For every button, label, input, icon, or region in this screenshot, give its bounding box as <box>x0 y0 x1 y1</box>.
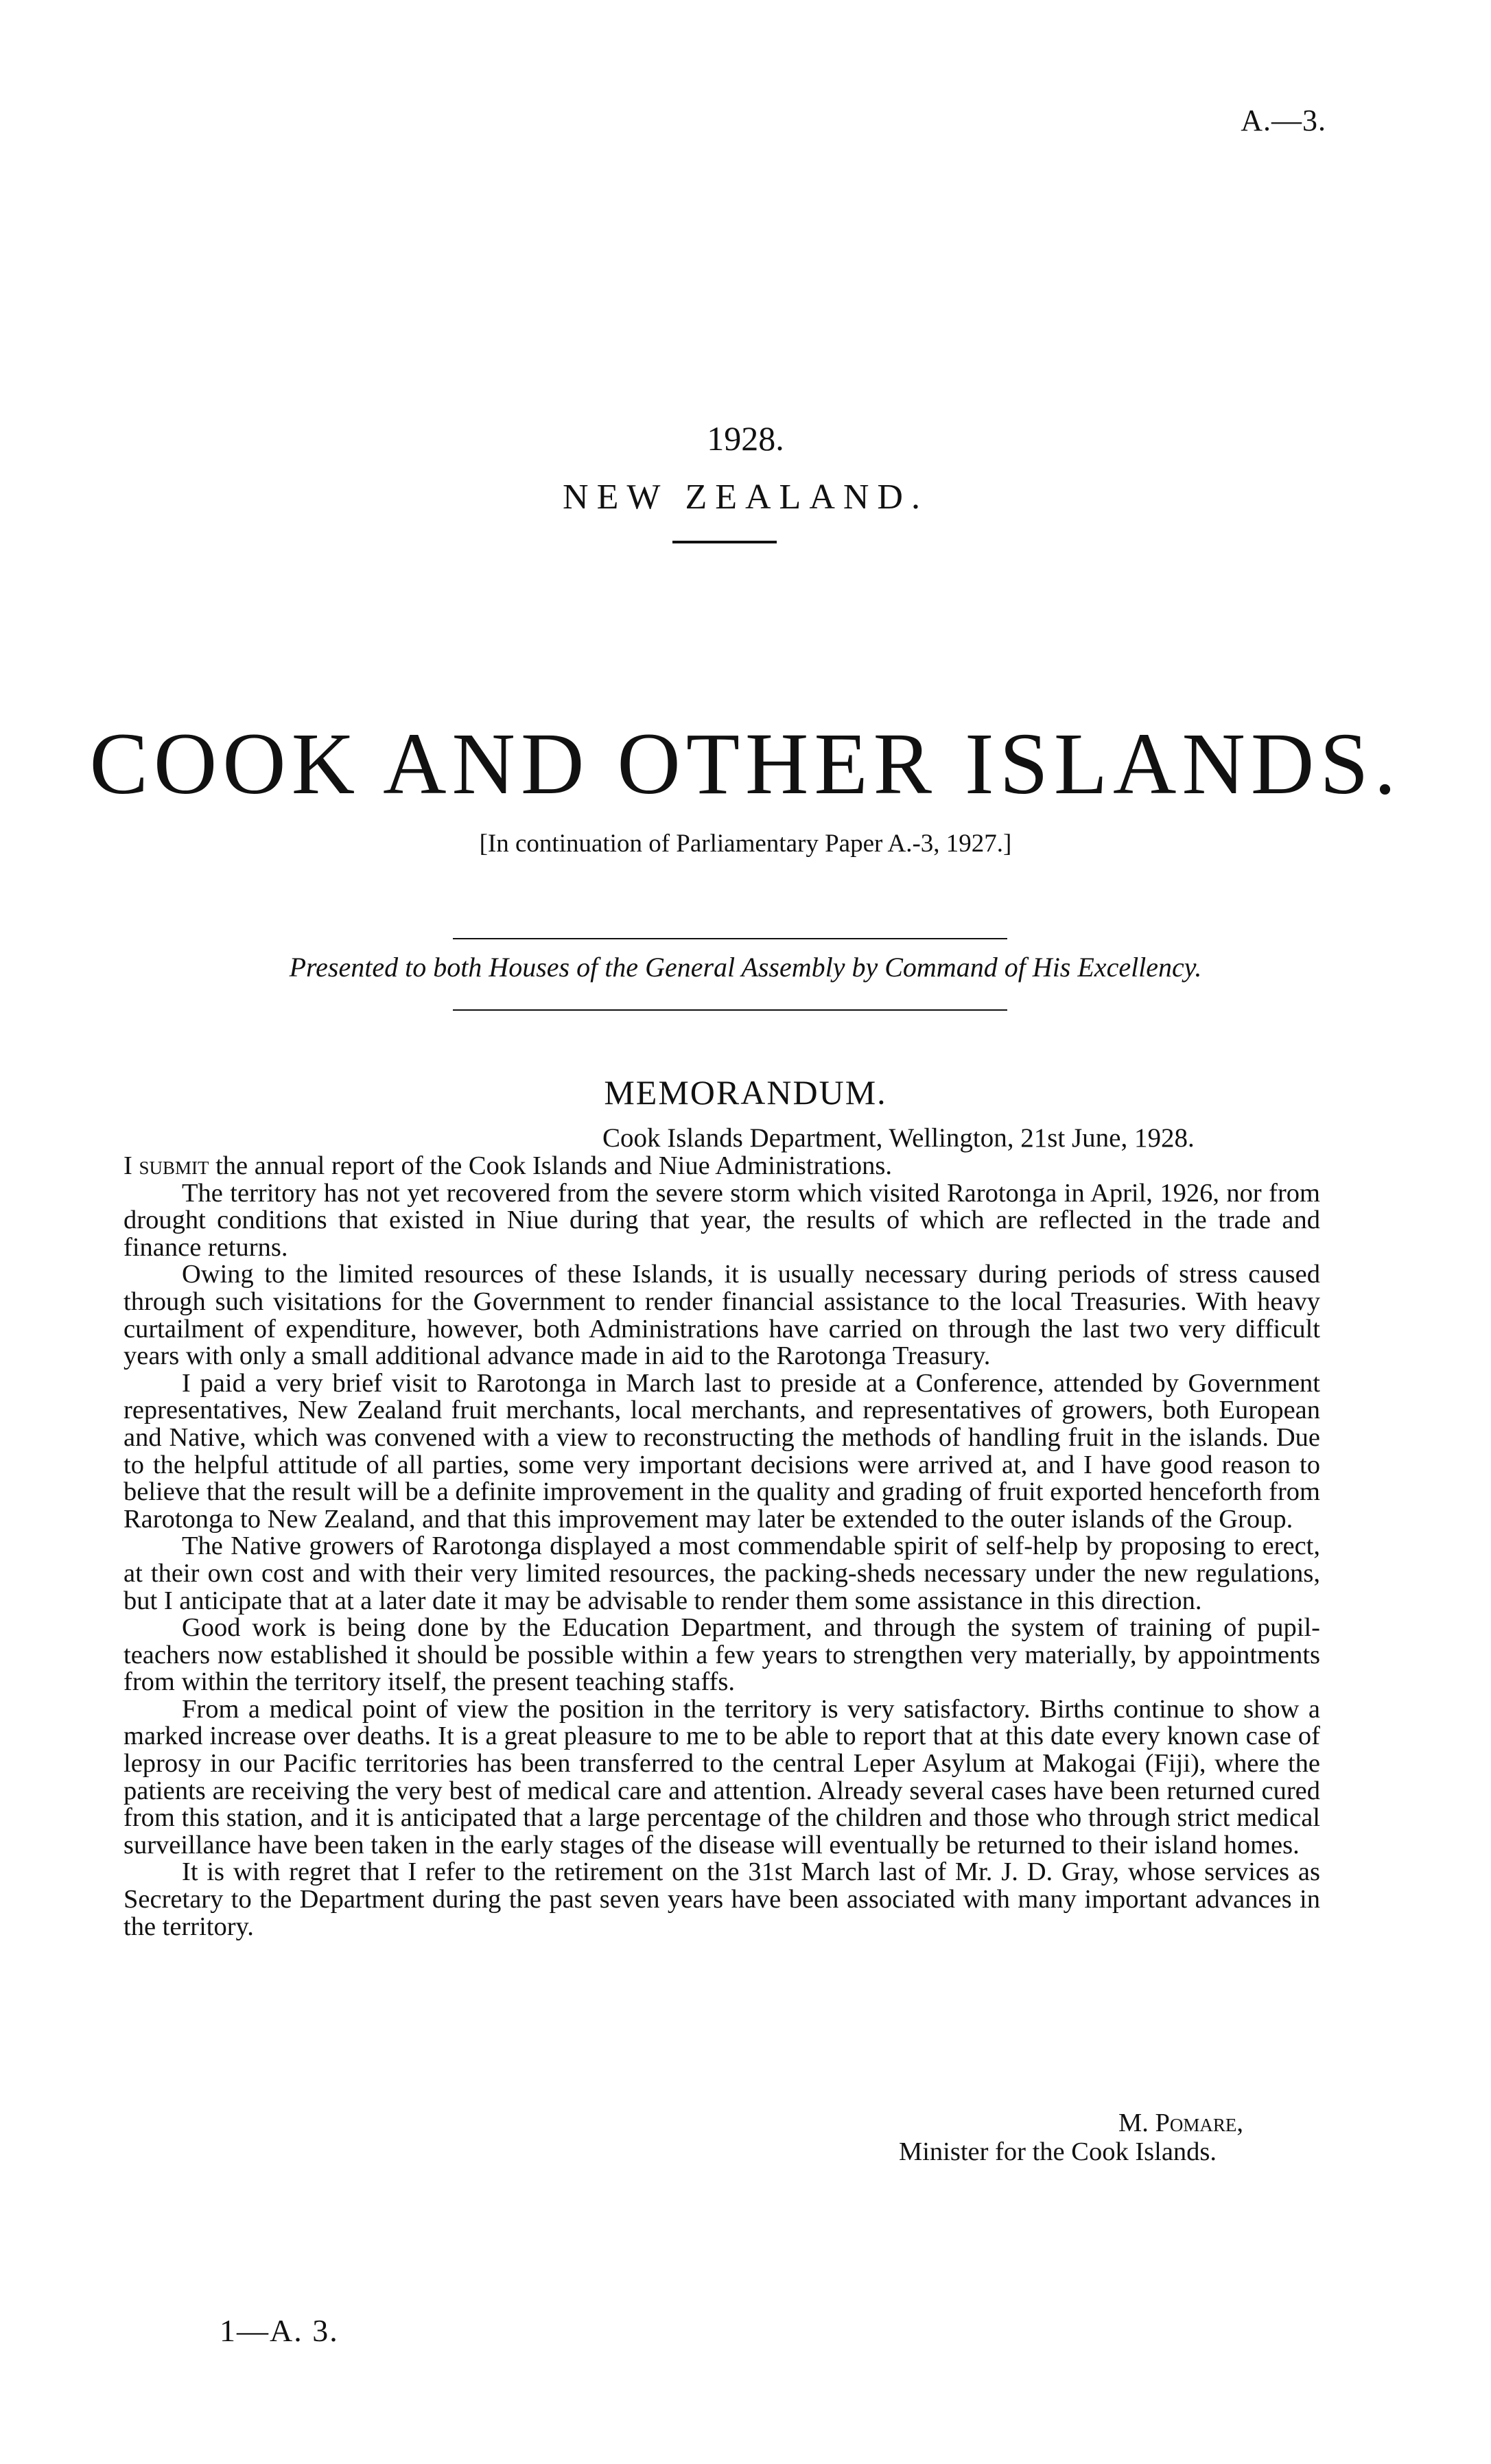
opening-word: I submit <box>124 1151 209 1180</box>
memorandum-dateline: Cook Islands Department, Wellington, 21st June, 1928. <box>602 1123 1195 1153</box>
presented-divider-top <box>453 938 1007 939</box>
document-subtitle: [In continuation of Parliamentary Paper A.-3, 1927.] <box>479 830 1012 858</box>
document-year: 1928. <box>707 419 784 458</box>
memorandum-paragraph: The territory has not yet recovered from the severe storm which visited Rarotonga in April, 1926, nor from drought conditions that existed in Niue during that year, the results of which are reflected in the trade and finance returns. <box>124 1178 1320 1262</box>
memorandum-paragraph: The Native growers of Rarotonga displayed a most commendable spirit of self-help by proposing to erect, at their own cost and with their very limited resources, the packing-sheds necessary under the new regulations, but I anticipate that at a later date it may be advisable to render them some assistance in this direction. <box>124 1532 1320 1615</box>
memorandum-paragraph: Good work is being done by the Education Department, and through the system of training of pupil-teachers now established it should be possible within a few years to strengthen very materially, by appointments from within the territory itself, the present teaching staffs. <box>124 1613 1320 1697</box>
memorandum-paragraph-intro <box>124 1153 1320 1180</box>
page-reference-header: A.—3. <box>1241 104 1326 137</box>
signatory-name: M. Pomare, <box>1118 2109 1244 2137</box>
memorandum-paragraph: It is with regret that I refer to the retirement on the 31st March last of Mr. J. D. Gray, whose services as Secretary to the Department during the past seven years have been associated with many important advances in the territory. <box>124 1857 1320 1941</box>
memorandum-paragraph: Owing to the limited resources of these Islands, it is usually necessary during periods of stress caused through such visitations for the Government to render financial assistance to the local Treasuries. With heavy curtailment of expenditure, however, both Administrations have carried on through the last two very difficult years with only a small additional advance made in aid to the Rarotonga Treasury. <box>124 1260 1320 1371</box>
memorandum-paragraph: From a medical point of view the position in the territory is very satisfactory. Births continue to show a marked increase over deaths. It is a great pleasure to me to be able to report that at this date every known case of leprosy in our Pacific territories has been transferred to the central Leper Asylum at Makogai (Fiji), where the patients are receiving the very best of medical care and attention. Already several cases have been returned cured from this station, and it is anticipated that a large percentage of the children and those who through strict medical surveillance have been taken in the early stages of the disease will eventually be returned to their island homes. <box>124 1694 1320 1859</box>
intro-text: the annual report of the Cook Islands and Niue Administrations. <box>209 1151 892 1180</box>
page-reference-footer: 1—A. 3. <box>220 2313 339 2348</box>
document-title: COOK AND OTHER ISLANDS. <box>89 715 1402 812</box>
memorandum-paragraph: I paid a very brief visit to Rarotonga in March last to preside at a Conference, attended by Government representatives, New Zealand fruit merchants, local merchants, and representatives of growers, both European and Native, which was convened with a view to reconstructing the methods of handling fruit in the islands. Due to the helpful attitude of all parties, some very important decisions were arrived at, and I have good reason to believe that the result will be a definite improvement in the quality and grading of fruit exported henceforth from Rarotonga to New Zealand, and that this improvement may later be extended to the outer islands of the Group. <box>124 1368 1320 1534</box>
presented-line: Presented to both Houses of the General Assembly by Command of His Excellency. <box>289 952 1202 983</box>
title-divider-short <box>672 541 777 543</box>
memorandum-body <box>124 1153 1320 1940</box>
presented-divider-bottom <box>453 1009 1007 1011</box>
document-country: NEW ZEALAND. <box>563 478 928 517</box>
signatory-title: Minister for the Cook Islands. <box>899 2137 1217 2166</box>
memorandum-heading: MEMORANDUM. <box>604 1073 887 1112</box>
